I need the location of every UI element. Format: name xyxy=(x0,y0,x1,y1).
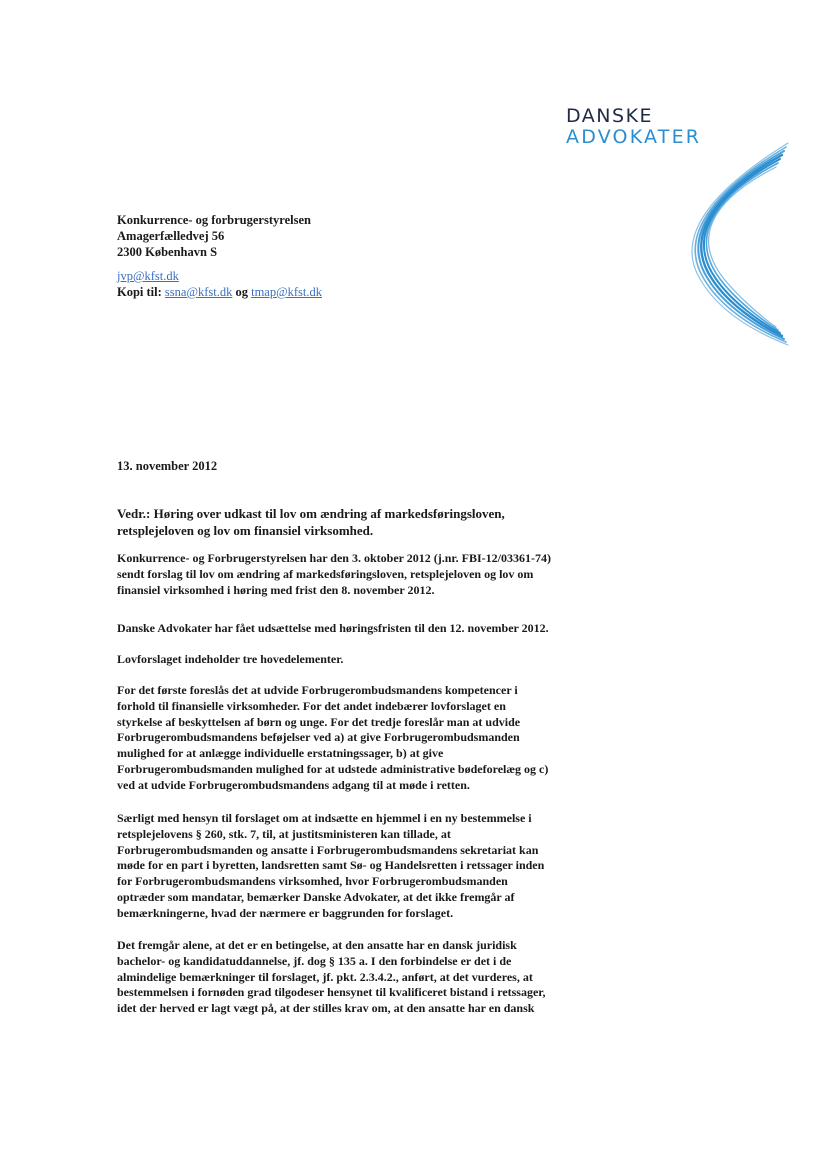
paragraph-4 xyxy=(117,683,548,794)
text-line: bemærkningerne, hvad der nærmere er baggrunden for forslaget. xyxy=(117,905,454,920)
paragraph-6 xyxy=(117,938,546,1017)
text-line: optræder som mandatar, bemærker Danske Advokater, at det ikke fremgår af xyxy=(117,889,515,904)
text-line: Forbrugerombudsmanden og ansatte i Forbrugerombudsmandens sekretariat kan xyxy=(117,842,539,857)
email-link-copy-2[interactable]: tmap@kfst.dk xyxy=(251,285,322,299)
logo-text-danske: DANSKE xyxy=(566,105,654,127)
text-line: mulighed for at anlægge individuelle erstatningssager, b) at give xyxy=(117,746,444,761)
letter-subject xyxy=(117,505,561,539)
text-line: sendt forslag til lov om ændring af markedsføringsloven, retsplejeloven og lov om xyxy=(117,566,534,581)
subject-line: Vedr.: Høring over udkast til lov om ændring af markedsføringsloven, xyxy=(117,506,505,521)
text-line: for Forbrugerombudsmandens virksomhed, hvor Forbrugerombudsmanden xyxy=(117,874,508,889)
address-line: 2300 København S xyxy=(117,245,218,259)
text-line: Det fremgår alene, at det er en betingelse, at den ansatte har en dansk juridisk xyxy=(117,938,517,952)
paragraph-2 xyxy=(117,621,549,637)
email-link-to[interactable]: jvp@kfst.dk xyxy=(117,269,179,283)
text-line: idet der herved er lagt vægt på, at der stilles krav om, at den ansatte har en dansk xyxy=(117,1001,535,1016)
subject-line: retsplejeloven og lov om finansiel virksomhed. xyxy=(117,523,374,538)
text-line: bestemmelsen i fornøden grad tilgodeser hensynet til kvalificeret bistand i retssager, xyxy=(117,985,546,1000)
logo-swoosh-icon xyxy=(660,139,790,349)
text-line: For det første foreslås det at udvide Forbrugerombudsmandens kompetencer i xyxy=(117,683,518,697)
paragraph-1 xyxy=(117,551,551,598)
email-link-copy-1[interactable]: ssna@kfst.dk xyxy=(164,285,233,299)
text-line: retsplejelovens § 260, stk. 7, til, at justitsministeren kan tillade, at xyxy=(117,826,451,841)
text-line: forhold til finansielle virksomheder. For det andet indebærer lovforslaget en xyxy=(117,698,506,713)
text-line: ved at udvide Forbrugerombudsmandens adgang til at møde i retten. xyxy=(117,777,470,792)
text-line: Forbrugerombudsmandens beføjelser ved a) at give Forbrugerombudsmanden xyxy=(117,730,520,745)
copy-label: Kopi til: xyxy=(117,285,162,299)
text-line: styrkelse af beskyttelsen af børn og unge. For det tredje foreslår man at udvide xyxy=(117,714,521,729)
paragraph-5 xyxy=(117,811,544,922)
text-line: Konkurrence- og Forbrugerstyrelsen har den 3. oktober 2012 (j.nr. FBI-12/03361-74) xyxy=(117,551,551,565)
text-line: Forbrugerombudsmanden mulighed for at udstede administrative bødeforelæg og c) xyxy=(117,761,549,776)
text-line: almindelige bemærkninger til forslaget, jf. pkt. 2.3.4.2., anført, at det vurderes, at xyxy=(117,969,533,984)
text-line: bachelor- og kandidatuddannelse, jf. dog § 135 a. I den forbindelse er det i de xyxy=(117,953,512,968)
letter-date: 13. november 2012 xyxy=(117,459,218,473)
paragraph-3 xyxy=(117,652,343,668)
text-line: Særligt med hensyn til forslaget om at indsætte en hjemmel i en ny bestemmelse i xyxy=(117,811,532,825)
text-line: finansiel virksomhed i høring med frist den 8. november 2012. xyxy=(117,582,435,597)
text-line: møde for en part i byretten, landsretten samt Sø- og Handelsretten i retssager inden xyxy=(117,858,545,873)
recipient-emails xyxy=(117,268,322,300)
danske-advokater-logo xyxy=(560,105,790,350)
recipient-address xyxy=(117,212,311,260)
logo-text-advokater: ADVOKATER xyxy=(566,126,702,148)
text-line: Lovforslaget indeholder tre hovedelementer. xyxy=(117,652,344,666)
text-line: Danske Advokater har fået udsættelse med høringsfristen til den 12. november 2012. xyxy=(117,621,549,635)
address-line: Konkurrence- og forbrugerstyrelsen xyxy=(117,213,311,227)
copy-and: og xyxy=(235,285,248,299)
address-line: Amagerfælledvej 56 xyxy=(117,229,225,243)
